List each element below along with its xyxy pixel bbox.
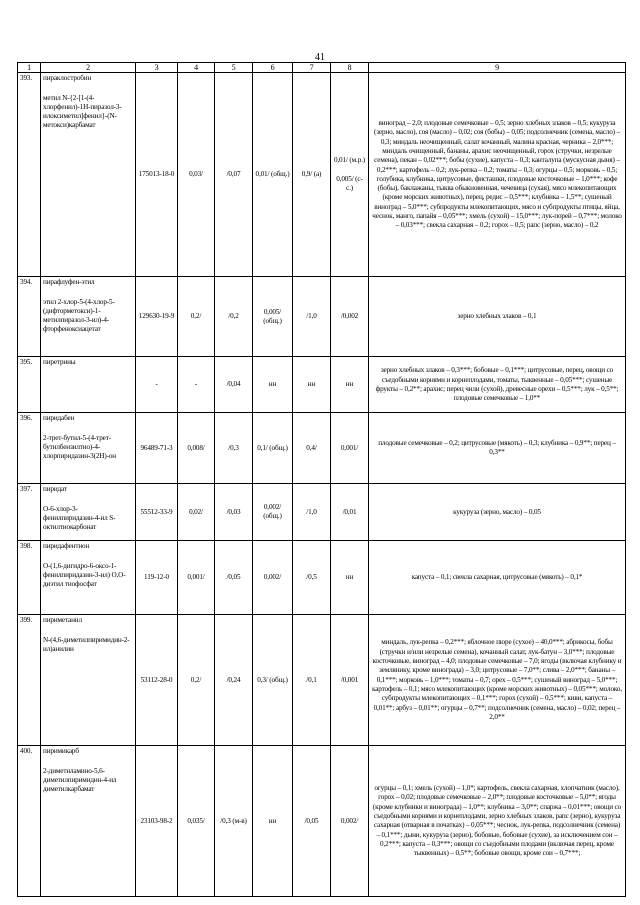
value-col4: 0,03/	[178, 73, 215, 277]
table-header-row	[18, 63, 626, 73]
value-col6: 0,3/ (общ.)	[253, 615, 293, 746]
chemical-name: этил 2-хлор-5-(4-хлор-5-(дифторметокси)-1-метилпиразол-3-ил)-4-фторфеноксиацетат	[43, 297, 115, 334]
cas-number: 129630-19-9	[136, 277, 178, 357]
value-col7: 0,4/	[293, 413, 331, 484]
chemical-name: 2-трет-бутил-5-(4-трет-бутилбензилтио)-4-хлорпиридазин-3(2H)-он	[43, 433, 116, 461]
substance-name-cell	[41, 413, 136, 484]
row-number: 396.	[18, 413, 41, 484]
page-number: 41	[315, 52, 325, 63]
value-col7: 0,9/ (а)	[293, 73, 331, 277]
value-col5: /0,04	[215, 357, 253, 413]
table-row	[18, 73, 626, 277]
substance-name: пиримикарб	[43, 747, 79, 756]
substance-name-cell	[41, 73, 136, 277]
header-cell: 2	[41, 63, 136, 73]
residue-limits: зерно хлебных злаков – 0,3***; бобовые – 0,1***; цитрусовые, перец, овощи со съедобными корнями и корнеплодами, томаты, тыквенные – 0,05***; сушеные фрукты – 0,2**; арахис; перец чили (сухой), древесные орехи – 0,5***; лук – 0,5**; плодовые семечковые – 1,0**	[369, 357, 626, 413]
substance-name: пиридафентион	[43, 542, 90, 551]
value-col4: 0,2/	[178, 277, 215, 357]
substance-name: пиридабен	[43, 414, 75, 423]
value-col8: нн	[331, 357, 369, 413]
residue-limits: кукуруза (зерно, масло) – 0,05	[369, 484, 626, 541]
cas-number: 96489-71-3	[136, 413, 178, 484]
header-cell: 9	[369, 63, 626, 73]
value-col4: 0,2/	[178, 615, 215, 746]
value-col4: -	[178, 357, 215, 413]
substance-name-cell	[41, 746, 136, 897]
cas-number: 23103-98-2	[136, 746, 178, 897]
table-row	[18, 484, 626, 541]
residue-limits: виноград – 2,0; плодовые семечковые – 0,5; зерно хлебных злаков – 0,5; кукуруза (зерно, масло), соя (масло) – 0,02; соя (бобы) – 0,05; подсолнечник (семена, масло) – 0,3; миндаль неочищенный, салат кочанный, малина красная, черника – 2,0***; миндаль очищенный, бананы, арахис неочищенный, горох (стручки, незрелые семена), пекан – 0,02***; бобы (сухие), капуста – 0,3; канталупа (мускусная дыня) – 0,2***; картофель – 0,2; лук-репка – 0,2; томаты – 0,3; огурцы – 0,5; морковь – 0,5; голубика, клубника, цитрусовые, фисташки, плодовые косточковые – 1,0***; кофе (бобы), баклажаны, тыква обыкновенная, чечевица (сухая), мясо млекопитающих (кроме морских животных), перец, редис – 0,5***; клубника – 1,5**; сушеный виноград – 5,0***; субпродукты млекопитающих, мясо и субпродукты птицы, яйца, чеснок, манго, папайя – 0,05***; хмель (сухой) – 15,0***; лук-порей – 0,7***; молоко – 0,03***; свекла сахарная – 0,2; горох – 0,5; рапс (зерно, масло) – 0,2	[369, 73, 626, 277]
row-number: 394.	[18, 277, 41, 357]
value-col8: 0,01/ (м.р.) 0,005/ (с-с.)	[331, 73, 369, 277]
residue-limits: огурцы – 0,1; хмель (сухой) – 1,0*; картофель, свекла сахарная, хлопчатник (масло), горох – 0,02; плодовые семечковые – 2,0**; плодовые косточковые – 5,0**; ягоды (кроме клубники и винограда) – 1,0**; клубника – 3,0**; спаржа – 0,01***; овощи со съедобными корнями и корнеплодами, зерно хлебных злаков, рапс (зерно), кукуруза сахарная (отварная в початках) – 0,05***; чеснок, лук-репка, подсолнечник (семена) – 0,1***; дыни, кукуруза (зерно), бобовые, бобовые (сухие), за исключением сои – 0,2***; капуста – 0,3***; овощи со съедобными плодами (включая перец, кроме тыквенных) – 0,5**; бобовые овощи, кроме сои – 0,7***;	[369, 746, 626, 897]
residue-limits: плодовые семечковые – 0,2; цитрусовые (мякоть) – 0,3; клубника – 0,9**; перец – 0,3**	[369, 413, 626, 484]
header-cell: 3	[136, 63, 178, 73]
header-cell: 7	[293, 63, 331, 73]
header-cell: 4	[178, 63, 215, 73]
table-row	[18, 357, 626, 413]
row-number: 398.	[18, 541, 41, 615]
value-col6: нн	[253, 746, 293, 897]
value-col8: /0,01	[331, 484, 369, 541]
substance-name-cell	[41, 615, 136, 746]
cas-number: 119-12-0	[136, 541, 178, 615]
table-row	[18, 277, 626, 357]
cas-number: -	[136, 357, 178, 413]
header-cell: 8	[331, 63, 369, 73]
substance-name: пириметанил	[43, 616, 82, 625]
residue-limits: миндаль, лук-репка – 0,2***; яблочное пюре (сухое) – 40,0***; абрикосы, бобы (стручки и/или незрелые семена), кочанный салат, лук-батун – 3,0***; плодовые косточковые, виноград – 4,0; плодовые семечковые – 7,0; ягоды (включая клубнику и землянику, кроме винограда) – 3,0; цитрусовые – 7,0**; слива – 2,0***; бананы – 0,1***; морковь – 1,0***; томаты – 0,7; орех – 0,5***; сушеный виноград – 5,0***; картофель – 0,1; мясо млекопитающих (кроме морских животных) – 0,05***; молоко, субпродукты млекопитающих – 0,1***; горох (сухой) – 0,5***; киви, капуста – 0,01**; арбуз – 0,01**; огурцы – 0,7**; подсолнечник (семена, масло) – 0,02; перец – 2,0**	[369, 615, 626, 746]
header-cell: 5	[215, 63, 253, 73]
value-col8: 0,002/	[331, 746, 369, 897]
table-row	[18, 615, 626, 746]
value-col8: нн	[331, 541, 369, 615]
value-col6: 0,1/ (общ.)	[253, 413, 293, 484]
value-col5: /0,07	[215, 73, 253, 277]
table-row	[18, 541, 626, 615]
value-col6: нн	[253, 357, 293, 413]
value-col4: 0,02/	[178, 484, 215, 541]
row-number: 397.	[18, 484, 41, 541]
row-number: 393.	[18, 73, 41, 277]
value-col7: /1,0	[293, 277, 331, 357]
table-row	[18, 413, 626, 484]
cas-number: 55512-33-9	[136, 484, 178, 541]
row-number: 399.	[18, 615, 41, 746]
cas-number: 53112-28-0	[136, 615, 178, 746]
row-number: 395.	[18, 357, 41, 413]
chemical-name: O-6-хлор-3-фенилпиридазин-4-ил S-октилтиокарбонат	[43, 504, 116, 532]
value-col6: 0,01/ (общ.)	[253, 73, 293, 277]
substance-name: пиридат	[43, 485, 67, 494]
value-col7: /1,0	[293, 484, 331, 541]
value-col7: /0,1	[293, 615, 331, 746]
value-col8: 0,001/	[331, 413, 369, 484]
value-col6: 0,002/ (общ.)	[253, 484, 293, 541]
chemical-name: метил N-{2-[1-(4-хлорфенил)-1H-пиразол-3-илоксиметил]фенил}-(N-метокси)карбамат	[43, 93, 122, 130]
substance-name: пиретрины	[43, 358, 76, 367]
substance-name: пираклостробин	[43, 74, 92, 83]
value-col5: /0,3 (м-в)	[215, 746, 253, 897]
pesticide-table	[17, 62, 626, 897]
value-col8: /0,002	[331, 277, 369, 357]
value-col7: /0,05	[293, 746, 331, 897]
chemical-name: 2-диметиламино-5,6-диметилпиримидин-4-ил диметилкарбамат	[43, 766, 117, 794]
substance-name-cell	[41, 277, 136, 357]
substance-name-cell	[41, 484, 136, 541]
value-col4: 0,035/	[178, 746, 215, 897]
chemical-name: O-(1,6-дигидро-6-оксо-1-фенилпиридазин-3-ил) O,O-диэтил тиофосфат	[43, 561, 126, 589]
value-col6: 0,005/ (общ.)	[253, 277, 293, 357]
chemical-name: N-(4,6-диметилпиримидин-2-ил)анилин	[43, 635, 130, 653]
value-col8: /0,001	[331, 615, 369, 746]
value-col4: 0,008/	[178, 413, 215, 484]
header-cell: 6	[253, 63, 293, 73]
row-number: 400.	[18, 746, 41, 897]
value-col5: /0,03	[215, 484, 253, 541]
value-col7: нн	[293, 357, 331, 413]
header-cell: 1	[18, 63, 41, 73]
residue-limits: капуста – 0,1; свекла сахарная, цитрусовые (мякоть) – 0,1*	[369, 541, 626, 615]
substance-name: пирафлуфен-этил	[43, 278, 95, 287]
table-row	[18, 746, 626, 897]
cas-number: 175013-18-0	[136, 73, 178, 277]
value-col5: /0,05	[215, 541, 253, 615]
residue-limits: зерно хлебных злаков – 0,1	[369, 277, 626, 357]
substance-name-cell	[41, 541, 136, 615]
value-col7: /0,5	[293, 541, 331, 615]
value-col5: /0,24	[215, 615, 253, 746]
value-col5: /0,3	[215, 413, 253, 484]
value-col6: 0,002/	[253, 541, 293, 615]
substance-name-cell	[41, 357, 136, 413]
value-col4: 0,001/	[178, 541, 215, 615]
value-col5: /0,2	[215, 277, 253, 357]
